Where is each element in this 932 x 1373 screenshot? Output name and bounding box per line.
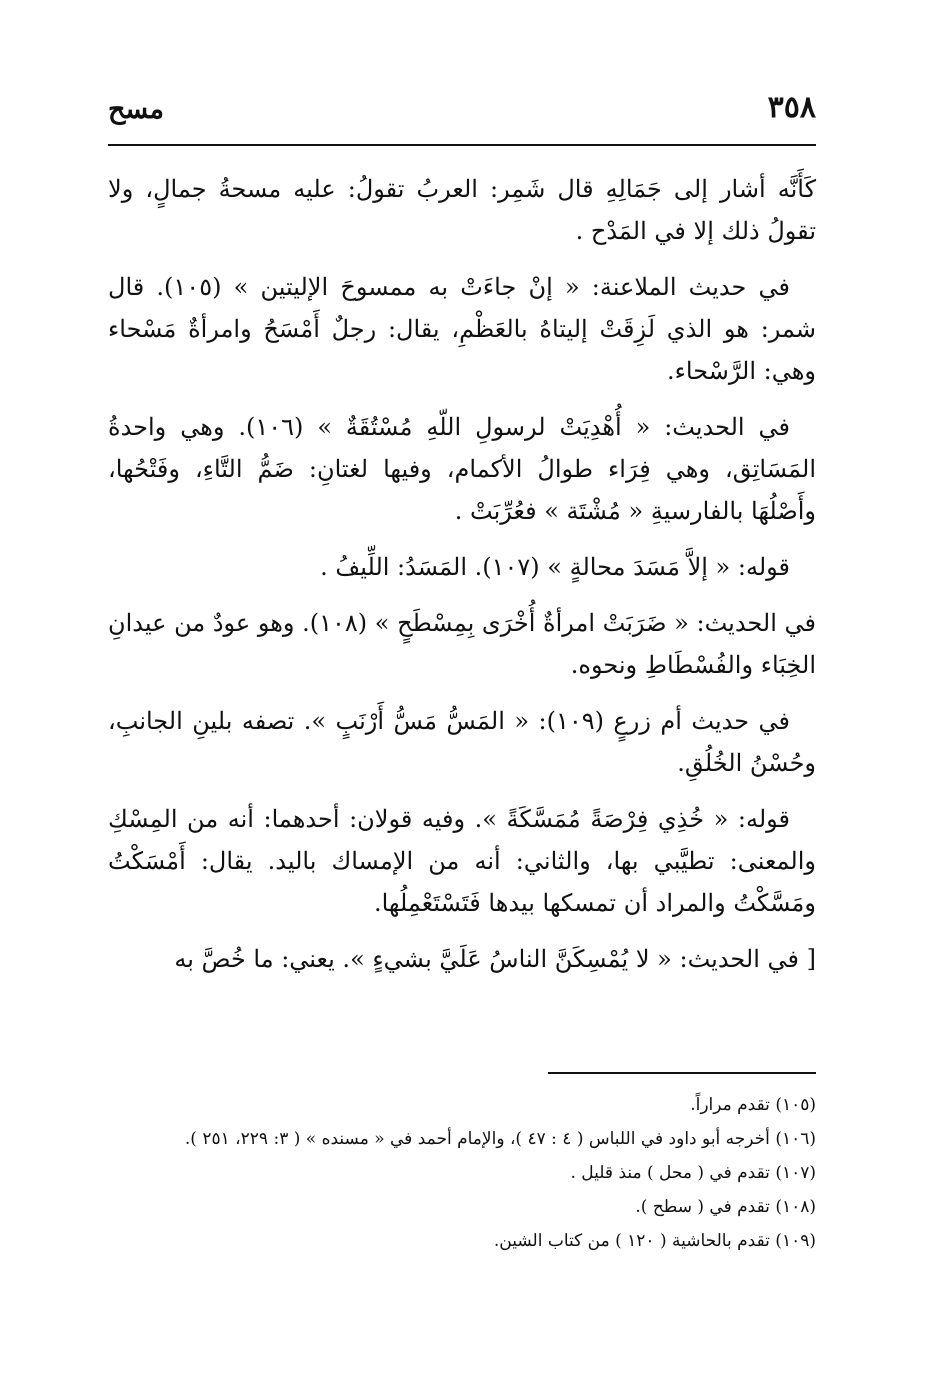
paragraph: قوله: « خُذِي فِرْصَةً مُمَسَّكَةً ». وفيه قولان: أحدهما: أنه من المِسْكِ والمعنى: تطيَّبي بها، والثاني: أنه من الإمساك باليد. يقال: أَمْسَكْتُ ومَسَّكْتُ والمراد أن تمسكها بيدها فَتَسْتَعْمِلُها. <box>108 805 816 917</box>
footnotes <box>108 1088 816 1258</box>
footnote: (١٠٧) تقدم في ( محل ) منذ قليل . <box>570 1163 816 1183</box>
page-number: ٣٥٨ <box>767 90 816 125</box>
paragraph: في حديث أم زرعٍ (١٠٩): « المَسُّ مَسُّ أَرْنَبٍ ». تصفه بلينِ الجانبِ، وحُسْنُ الخُلُقِ. <box>108 707 816 777</box>
footnote: (١٠٦) أخرجه أبو داود في اللباس ( ٤ : ٤٧ )، والإمام أحمد في « مسنده » ( ٣: ٢٢٩، ٢٥١ ). <box>184 1129 816 1149</box>
footnote-divider <box>548 1072 816 1074</box>
page-header <box>108 88 816 146</box>
paragraph: في الحديث: « أُهْدِيَتْ لرسولِ اللّهِ مُسْتُقَةٌ » (١٠٦). وهي واحدةُ المَسَاتِق، وهي فِرَاء طوالُ الأكمام، وفيها لغتانِ: ضَمُّ التَّاءِ، وفَتْحُها، وأَصْلُهَا بالفارسيةِ « مُشْتَة » فعُرِّبَتْ . <box>108 413 816 525</box>
running-head: مسح <box>108 94 164 125</box>
main-text <box>108 168 816 994</box>
footnote: (١٠٨) تقدم في ( سطح ). <box>635 1197 816 1217</box>
footnote: (١٠٩) تقدم بالحاشية ( ١٢٠ ) من كتاب الشين. <box>493 1231 816 1251</box>
footnote: (١٠٥) تقدم مراراً. <box>690 1095 816 1115</box>
paragraph: في الحديث: « ضَرَبَتْ امرأةٌ أُخْرَى بِمِسْطَحٍ » (١٠٨). وهو عودٌ من عيدانِ الخِبَاء والفُسْطَاطِ ونحوه. <box>107 609 816 679</box>
paragraph: كَأَنَّه أشار إلى جَمَالِهِ قال شَمِر: العربُ تقولُ: عليه مسحةُ جمالٍ، ولا تقولُ ذلك إلا في المَدْح . <box>108 175 816 245</box>
paragraph: قوله: « إلاَّ مَسَدَ محالةٍ » (١٠٧). المَسَدُ: اللِّيفُ . <box>320 553 790 581</box>
paragraph: في حديث الملاعنة: « إنْ جاءَتْ به ممسوحَ الإليتين » (١٠٥). قال شمر: هو الذي لَزِقَتْ إليتاهُ بالعَظْمِ، يقال: رجلٌ أَمْسَحُ وامرأةٌ مَسْحاء وهي: الرَّسْحاء. <box>108 273 816 385</box>
paragraph: [ في الحديث: « لا يُمْسِكَنَّ الناسُ عَلَيَّ بشيءٍ ». يعني: ما خُصَّ به <box>174 945 816 973</box>
